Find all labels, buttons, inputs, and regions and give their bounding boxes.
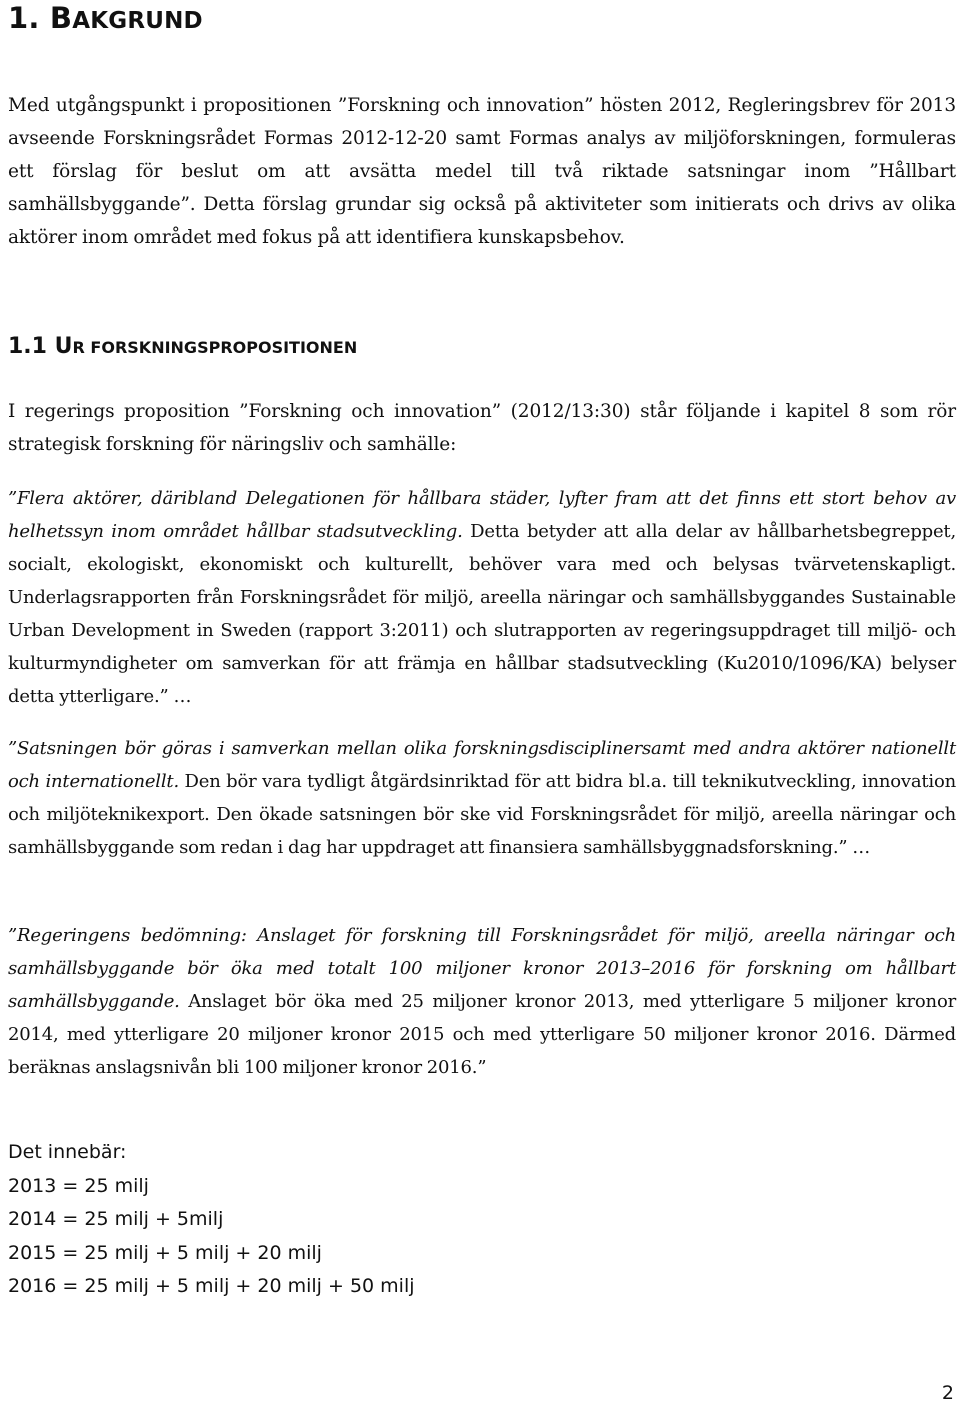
section-heading-number: 1. bbox=[8, 1, 40, 35]
quote-italic-text: ”Regeringens bedömning: Anslaget för forskning till Forskningsrådet för miljö, areella näringar och samhällsbyggande bör öka med totalt 100 miljoner kronor 2013–2016 för forskning om hållbart samhällsbyggande. bbox=[8, 925, 956, 1012]
quote-normal-text: Den bör vara tydligt åtgärdsinriktad för att bidra bl.a. till teknikutveckling, innovation och miljöteknikexport. Den ökade satsningen bör ske vid Forskningsrådet för miljö, areella näringar och samhällsbyggande som redan i dag har uppdraget att finansiera samhällsbyggnadsforskning.” … bbox=[8, 771, 956, 858]
calculation-line: 2016 = 25 milj + 5 milj + 20 milj + 50 milj bbox=[8, 1275, 415, 1297]
subsection-paragraph: I regerings proposition ”Forskning och innovation” (2012/13:30) står följande i kapitel 8 som rör strategisk forskning för näringsliv och samhälle: bbox=[8, 401, 956, 455]
calculation-line: 2013 = 25 milj bbox=[8, 1174, 149, 1197]
subsection-heading-number: 1.1 bbox=[8, 334, 47, 359]
section-heading-rest: AKGRUND bbox=[72, 8, 203, 34]
quote-italic-text: ”Flera aktörer, däribland Delegationen för hållbara städer, lyfter fram att det finns ett stort behov av helhetssyn inom området hållbar stadsutveckling. bbox=[8, 488, 956, 542]
section-heading-first-letter: B bbox=[49, 1, 73, 35]
quote-paragraph bbox=[8, 732, 956, 864]
budget-calculation bbox=[8, 1136, 415, 1304]
calculation-line: 2015 = 25 milj + 5 milj + 20 milj bbox=[8, 1241, 322, 1264]
calculation-intro: Det innebär: bbox=[8, 1141, 127, 1163]
subsection-heading-first-letter: U bbox=[54, 334, 73, 359]
intro-paragraph: Med utgångspunkt i propositionen ”Forskning och innovation” hösten 2012, Regleringsbrev för 2013 avseende Forskningsrådet Formas 2012-12-20 samt Formas analys av miljöforskningen, formuleras ett förslag för beslut om att avsätta medel till två riktade satsningar inom ”Hållbart samhällsbyggande”. Detta förslag grundar sig också på aktiviteter som initierats och drivs av olika aktörer inom området med fokus på att identifiera kunskapsbehov. bbox=[8, 95, 956, 248]
quote-normal-text: Detta betyder att alla delar av hållbarhetsbegreppet, socialt, ekologiskt, ekonomiskt och kulturellt, behöver vara med och belysas tvärvetenskapligt. Underlagsrapporten från Forskningsrådet för miljö, areella näringar och samhällsbyggandes Sustainable Urban Development in Sweden (rapport 3:2011) och slutrapporten av regeringsuppdraget till miljö- och kulturmyndigheter om samverkan för att främja en hållbar stadsutveckling (Ku2010/1096/KA) belyser detta ytterligare.” … bbox=[8, 521, 956, 707]
quote-normal-text: Anslaget bör öka med 25 miljoner kronor 2013, med ytterligare 5 miljoner kronor 2014, med ytterligare 20 miljoner kronor 2015 och med ytterligare 50 miljoner kronor 2016. Därmed beräknas anslagsnivån bli 100 miljoner kronor 2016.” bbox=[8, 991, 956, 1078]
page-number: 2 bbox=[941, 1382, 954, 1404]
subsection-heading-rest: R FORSKNINGSPROPOSITIONEN bbox=[72, 338, 358, 357]
section-heading bbox=[8, 0, 203, 39]
quote-paragraph bbox=[8, 919, 956, 1084]
quote-italic-text: ”Satsningen bör göras i samverkan mellan olika forskningsdisciplinersamt med andra aktörer nationellt och internationellt. bbox=[8, 738, 956, 792]
calculation-line: 2014 = 25 milj + 5milj bbox=[8, 1208, 224, 1230]
quote-paragraph bbox=[8, 482, 956, 713]
subsection-heading bbox=[8, 333, 357, 362]
